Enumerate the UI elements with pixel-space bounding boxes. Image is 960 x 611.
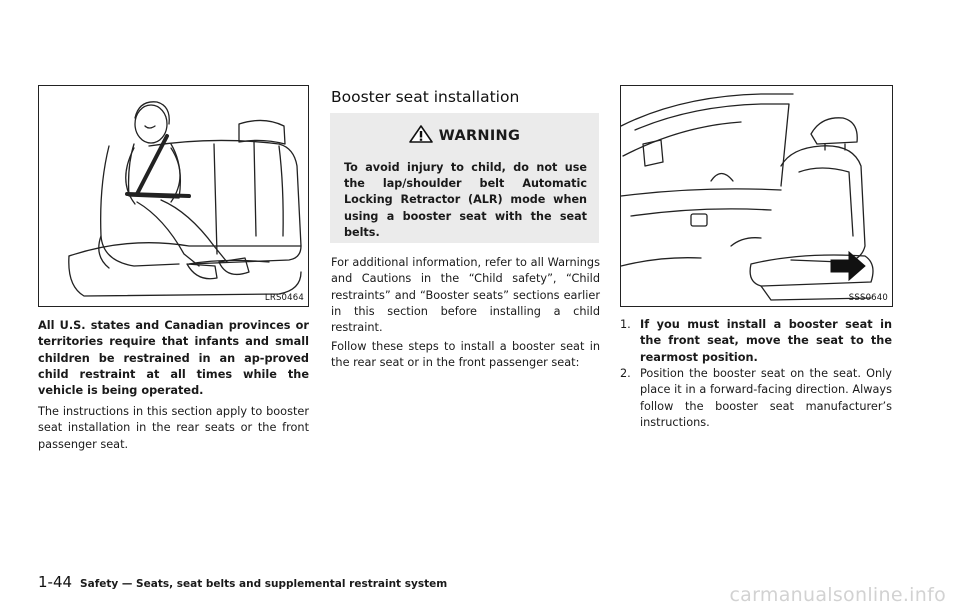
warning-heading-text: WARNING: [438, 128, 521, 144]
figure-code: SSS0640: [848, 293, 888, 303]
warning-text: To avoid injury to child, do not use the lap/shoulder belt Automatic Locking Retractor (ALR) mode when using a booster seat with the seat belts.: [344, 161, 587, 239]
watermark: carmanualsonline.info: [729, 584, 946, 606]
lead-paragraph: All U.S. states and Canadian provinces or territories require that infants and small children be restrained in an ap-proved child restraint at all times while the vehicle is being operated.: [38, 319, 309, 398]
step-text: If you must install a booster seat in the front seat, move the seat to the rearmost position.: [640, 318, 892, 364]
section-title: Booster seat installation: [331, 88, 520, 106]
warning-box: [330, 113, 599, 243]
front-seat-illustration: [621, 86, 893, 307]
step-text: Position the booster seat on the seat. Only place it in a forward-facing direction. Always follow the booster seat manufacturer’s instructions.: [640, 367, 892, 429]
step-number: 1.: [620, 318, 631, 331]
warning-triangle-icon: [409, 125, 433, 143]
additional-info-paragraph: For additional information, refer to all Warnings and Cautions in the “Child safety”, “Child restraints” and “Booster seats” sections earlier in this section before installing a child restraint.: [331, 256, 600, 335]
footer-title: Safety — Seats, seat belts and supplemental restraint system: [80, 578, 448, 590]
figure-code: LRS0464: [264, 293, 304, 303]
warning-heading: [330, 125, 599, 144]
step-item: [620, 317, 893, 367]
page-number: 1-44: [38, 573, 73, 591]
page-footer: [38, 572, 447, 591]
child-on-booster-illustration: [39, 86, 309, 307]
figure-child-booster-seat: [38, 85, 309, 307]
step-item: [620, 366, 893, 432]
install-steps-intro: Follow these steps to install a booster seat in the rear seat or in the front passenger seat:: [331, 340, 600, 370]
body-paragraph: The instructions in this section apply to booster seat installation in the rear seats or the front passenger seat.: [38, 405, 309, 451]
figure-front-seat-rearmost: [620, 85, 893, 307]
step-number: 2.: [620, 367, 631, 380]
